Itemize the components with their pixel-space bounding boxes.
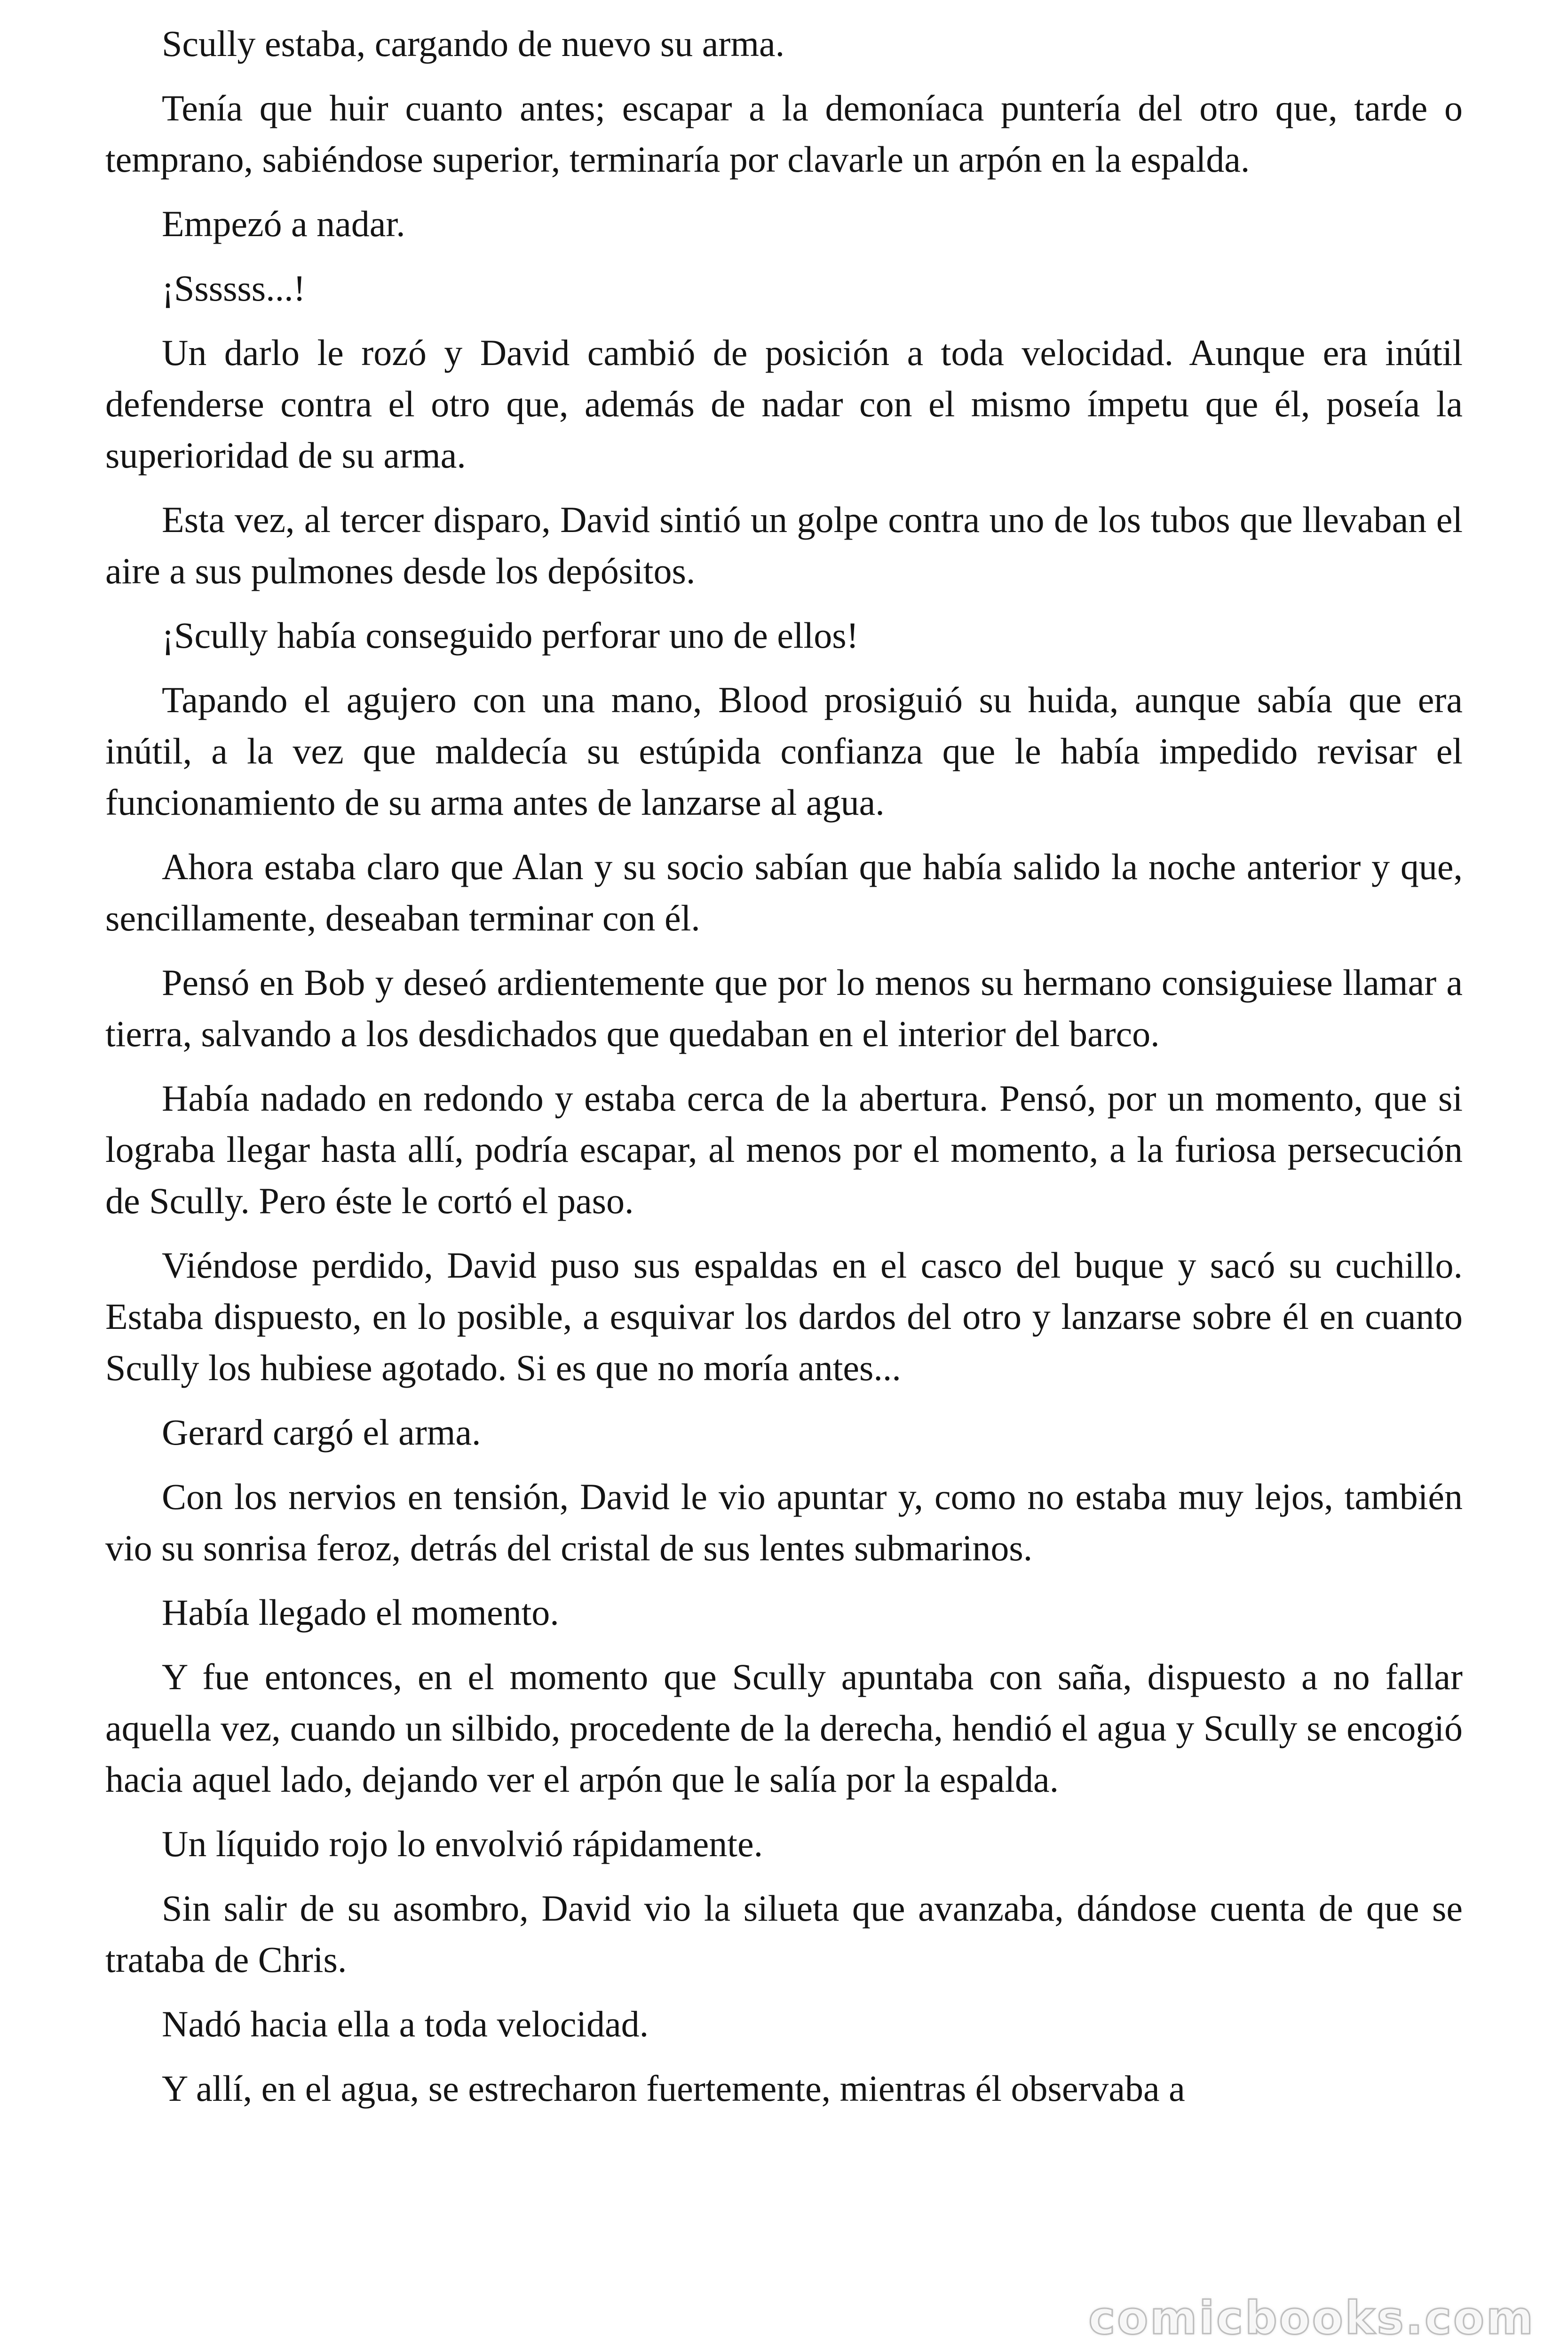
paragraph: Pensó en Bob y deseó ardientemente que por lo menos su hermano consiguiese llamar a tierra, salvando a los desdichados que quedaban en el interior del barco. [105, 962, 1463, 1054]
paragraph: Y fue entonces, en el momento que Scully apuntaba con saña, dispuesto a no fallar aquella vez, cuando un silbido, procedente de la derecha, hendió el agua y Scully se encogió hacia aquel lado, dejando ver el arpón que le salía por la espalda. [105, 1656, 1463, 1800]
paragraph: Un darlo le rozó y David cambió de posición a toda velocidad. Aunque era inútil defenderse contra el otro que, además de nadar con el mismo ímpetu que él, poseía la superioridad de su arma. [105, 332, 1463, 476]
paragraph: Tenía que huir cuanto antes; escapar a la demoníaca puntería del otro que, tarde o temprano, sabiéndose superior, terminaría por clavarle un arpón en la espalda. [105, 87, 1463, 180]
watermark: comicbooks.com [1088, 2292, 1535, 2344]
paragraph: Gerard cargó el arma. [162, 1412, 481, 1453]
paragraph: Viéndose perdido, David puso sus espaldas en el casco del buque y sacó su cuchillo. Estaba dispuesto, en lo posible, a esquivar los dardos del otro y lanzarse sobre él en cuanto Scully los hubiese agotado. Si es que no moría antes... [105, 1245, 1463, 1388]
paragraph: Empezó a nadar. [162, 203, 405, 244]
paragraph: Scully estaba, cargando de nuevo su arma. [162, 23, 785, 64]
paragraph: ¡Ssssss...! [162, 268, 306, 309]
paragraph: Había nadado en redondo y estaba cerca de la abertura. Pensó, por un momento, que si lograba llegar hasta allí, podría escapar, al menos por el momento, a la furiosa persecución de Scully. Pero éste le cortó el paso. [105, 1078, 1463, 1221]
paragraph: Ahora estaba claro que Alan y su socio sabían que había salido la noche anterior y que, sencillamente, deseaban terminar con él. [105, 846, 1463, 938]
paragraph: Y allí, en el agua, se estrecharon fuertemente, mientras él observaba a [162, 2068, 1185, 2109]
paragraph: Había llegado el momento. [162, 1592, 559, 1633]
paragraph: ¡Scully había conseguido perforar uno de ellos! [162, 615, 859, 656]
paragraph: Esta vez, al tercer disparo, David sintió un golpe contra uno de los tubos que llevaban el aire a sus pulmones desde los depósitos. [105, 499, 1463, 591]
paragraph: Con los nervios en tensión, David le vio apuntar y, como no estaba muy lejos, también vio su sonrisa feroz, detrás del cristal de sus lentes submarinos. [105, 1476, 1463, 1568]
paragraph: Nadó hacia ella a toda velocidad. [162, 2003, 649, 2044]
paragraph: Un líquido rojo lo envolvió rápidamente. [162, 1823, 763, 1864]
body-text [105, 18, 1463, 2127]
paragraph: Sin salir de su asombro, David vio la silueta que avanzaba, dándose cuenta de que se trataba de Chris. [105, 1888, 1463, 1980]
paragraph: Tapando el agujero con una mano, Blood prosiguió su huida, aunque sabía que era inútil, a la vez que maldecía su estúpida confianza que le había impedido revisar el funcionamiento de su arma antes de lanzarse al agua. [105, 679, 1463, 823]
